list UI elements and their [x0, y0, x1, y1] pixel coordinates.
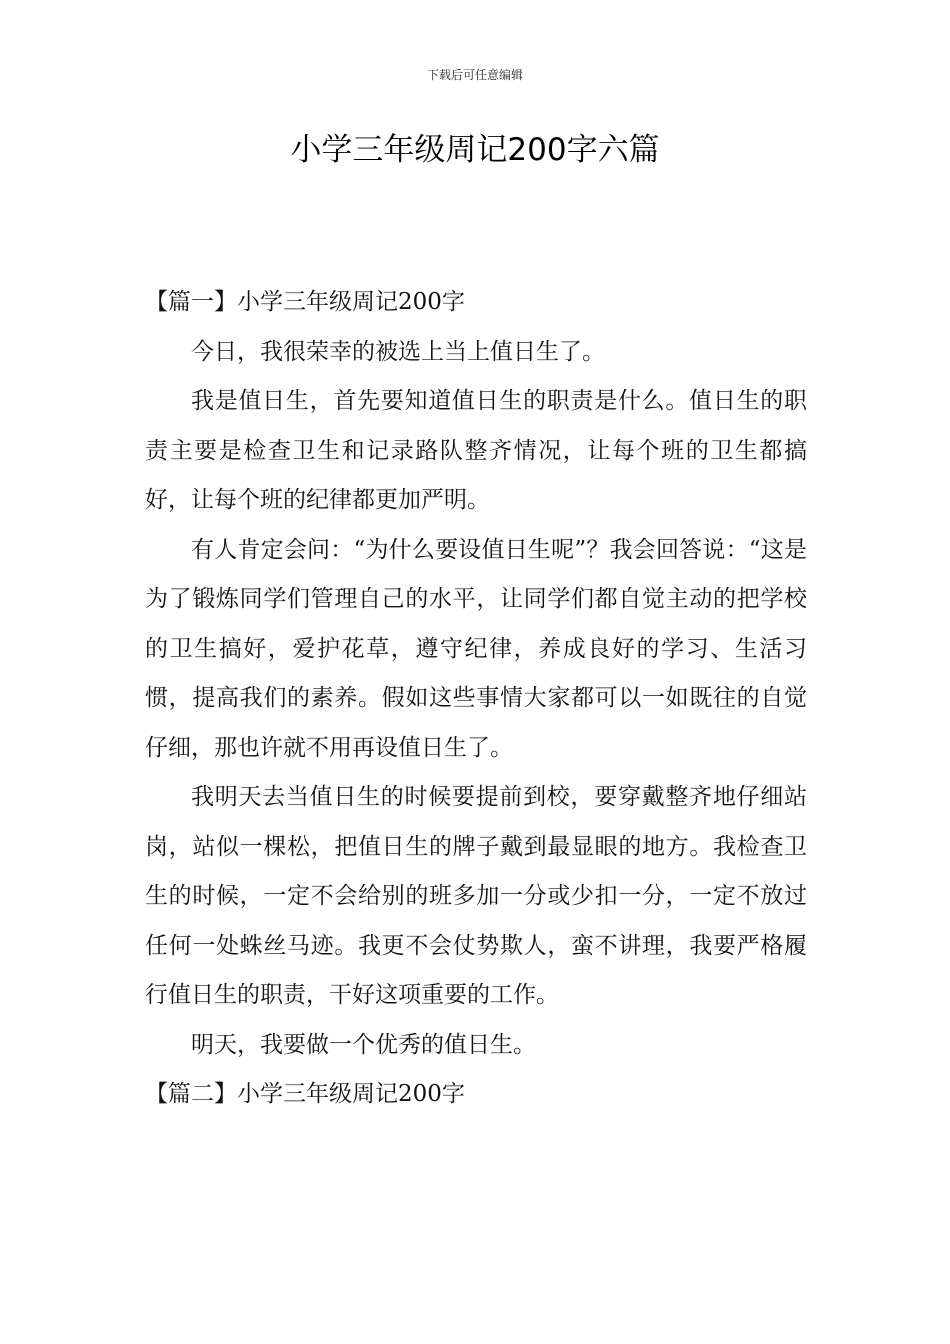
section-heading: 【篇二】小学三年级周记200字 [145, 1081, 465, 1107]
paragraph: 明天，我要做一个优秀的值日生。 [191, 1031, 536, 1058]
header-note: 下载后可任意编辑 [426, 68, 523, 82]
paragraph: 有人肯定会问：“为什么要设值日生呢”？我会回答说：“这是为了锻炼同学们管理自己的水平，让同学们都自觉主动的把学校的卫生搞好，爱护花草，遵守纪律，养成良好的学习、生活习惯，提高我们的素养。假如这些事情大家都可以一如既往的自觉仔细，那也许就不用再设值日生了。 [145, 536, 807, 761]
document-body [145, 278, 807, 1120]
paragraph: 今日，我很荣幸的被选上当上值日生了。 [191, 338, 605, 365]
section-heading: 【篇一】小学三年级周记200字 [145, 289, 465, 315]
paragraph: 我是值日生，首先要知道值日生的职责是什么。值日生的职责主要是检查卫生和记录路队整齐情况，让每个班的卫生都搞好，让每个班的纪律都更加严明。 [145, 388, 807, 513]
document-title: 小学三年级周记200字六篇 [290, 132, 660, 168]
paragraph: 我明天去当值日生的时候要提前到校，要穿戴整齐地仔细站岗，站似一棵松，把值日生的牌子戴到最显眼的地方。我检查卫生的时候，一定不会给别的班多加一分或少扣一分，一定不放过任何一处蛛丝马迹。我更不会仗势欺人，蛮不讲理，我要严格履行值日生的职责，干好这项重要的工作。 [145, 784, 807, 1008]
